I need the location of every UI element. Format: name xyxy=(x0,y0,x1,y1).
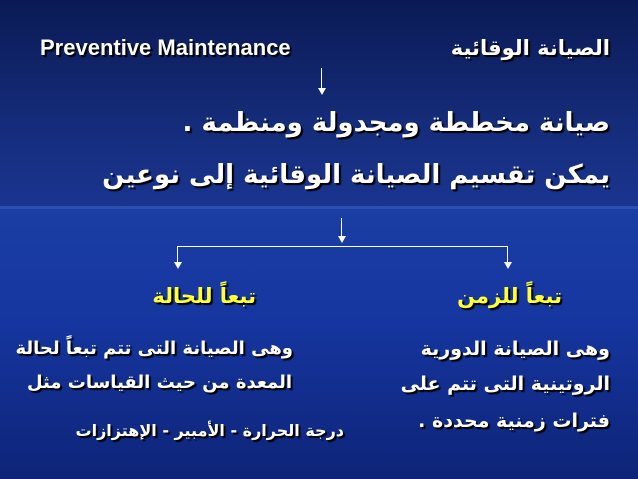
right-text-line-3: فترات زمنية محددة . xyxy=(418,410,610,432)
slide-title xyxy=(40,30,610,66)
left-text-line-1: وهى الصيانة التى تتم تبعاً لحالة xyxy=(15,338,293,359)
title-english: Preventive Maintenance xyxy=(40,35,291,60)
types-intro-line: يمكن تقسيم الصيانة الوقائية إلى نوعين xyxy=(102,160,610,190)
left-text-line-2: المعدة من حيث القياسات مثل xyxy=(26,372,292,393)
title-arabic: الصيانة الوقائية xyxy=(450,36,610,60)
section-divider xyxy=(0,206,638,209)
branch-left-arrow-head xyxy=(174,262,182,269)
right-text-line-1: وهى الصيانة الدورية xyxy=(420,338,610,360)
branch-arrow-line xyxy=(341,218,342,238)
branch-horizontal-line xyxy=(177,246,508,247)
left-heading: تبعاً للحالة xyxy=(152,284,256,308)
definition-line: صيانة مخططة ومجدولة ومنظمة . xyxy=(182,108,610,138)
title-arrow-line xyxy=(321,68,322,90)
left-text-line-3: درجة الحرارة - الأمبير - الإهتزازات xyxy=(75,421,344,440)
right-text-line-2: الروتينية التى تتم على xyxy=(400,373,610,395)
branch-arrow-head xyxy=(338,236,346,243)
right-heading: تبعاً للزمن xyxy=(457,284,562,308)
branch-right-arrow-head xyxy=(504,262,512,269)
title-arrow-head xyxy=(318,88,326,95)
